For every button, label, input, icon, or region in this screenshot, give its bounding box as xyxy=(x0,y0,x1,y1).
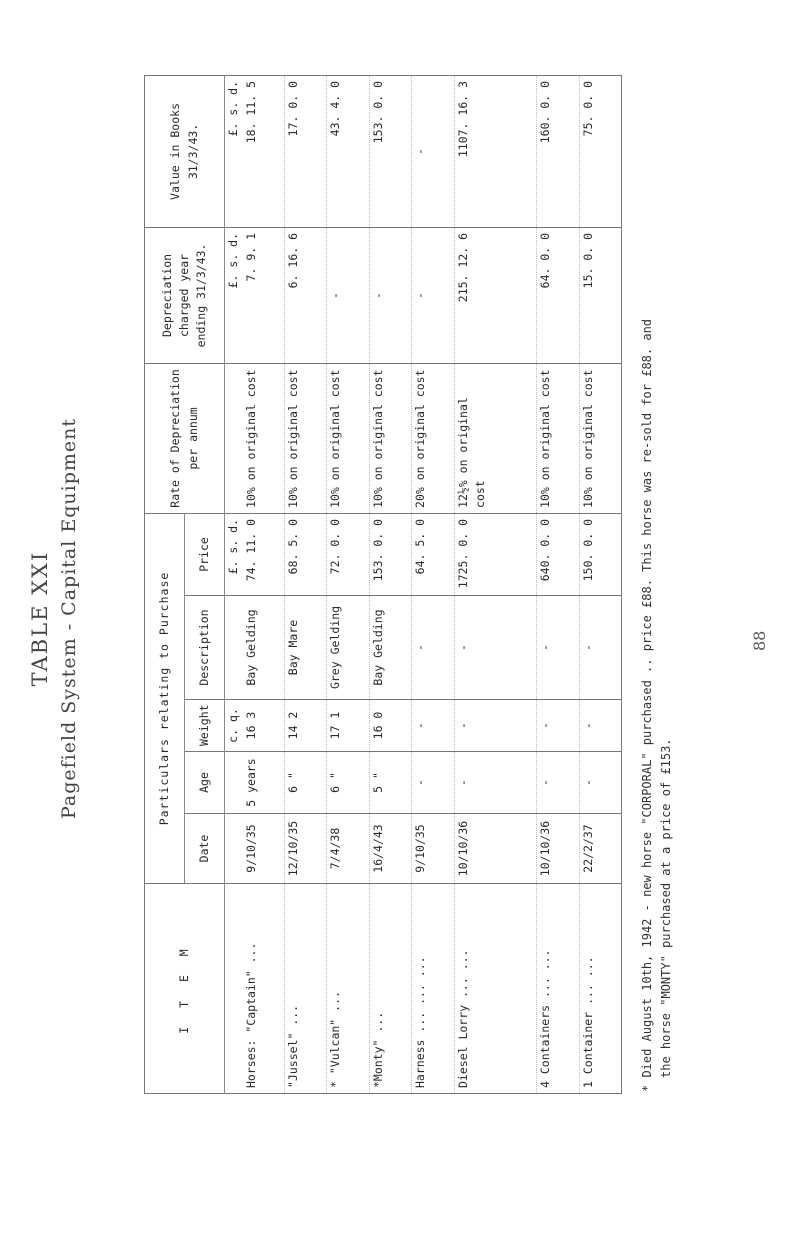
item-cell: "Jussel" ... xyxy=(284,884,326,1094)
header-age: Age xyxy=(185,752,225,814)
rate-cell: 10% on original cost xyxy=(579,363,622,513)
units-row xyxy=(225,75,244,1093)
depreciation-units: £. s. d. xyxy=(225,227,244,363)
header-price: Price xyxy=(185,513,225,595)
table-row xyxy=(579,75,622,1093)
description-cell: - xyxy=(454,596,537,700)
description-cell: - xyxy=(579,596,622,700)
header-date: Date xyxy=(185,814,225,884)
header-item: I T E M xyxy=(145,884,225,1094)
item-cell: 4 Containers ... ... xyxy=(537,884,579,1094)
description-cell: Bay Gelding xyxy=(369,596,411,700)
item-cell: Horses: "Captain" ... xyxy=(243,884,284,1094)
header-rate: Rate of Depreciation per annum xyxy=(145,363,225,513)
depreciation-cell: 15. 0. 0 xyxy=(579,227,622,363)
price-cell: 68. 5. 0 xyxy=(284,513,326,595)
age-cell: 6 " xyxy=(327,752,369,814)
table-row xyxy=(454,75,537,1093)
price-cell: 150. 0. 0 xyxy=(579,513,622,595)
weight-cell: 17 1 xyxy=(327,700,369,752)
weight-cell: 14 2 xyxy=(284,700,326,752)
table-row xyxy=(412,75,454,1093)
weight-units: c. q. xyxy=(225,700,244,752)
header-weight: Weight xyxy=(185,700,225,752)
table-row xyxy=(369,75,411,1093)
description-cell: - xyxy=(412,596,454,700)
weight-cell: 16 3 xyxy=(243,700,284,752)
description-cell: Bay Gelding xyxy=(243,596,284,700)
description-cell: - xyxy=(537,596,579,700)
header-value: Value in Books 31/3/43. xyxy=(145,75,225,227)
item-cell: Harness ... ... ... xyxy=(412,884,454,1094)
capital-equipment-table xyxy=(144,75,622,1094)
date-cell: 7/4/38 xyxy=(327,814,369,884)
rate-cell: 20% on original cost xyxy=(412,363,454,513)
depreciation-cell: - xyxy=(327,227,369,363)
age-cell: 5 " xyxy=(369,752,411,814)
page-number: 88 xyxy=(750,630,769,651)
rate-cell: 10% on original cost xyxy=(537,363,579,513)
depreciation-cell: 7. 9. 1 xyxy=(243,227,284,363)
value-units: £. s. d. xyxy=(225,75,244,227)
age-cell: - xyxy=(537,752,579,814)
value-cell: 75. 0. 0 xyxy=(579,75,622,227)
weight-cell: - xyxy=(579,700,622,752)
rate-cell: 10% on original cost xyxy=(327,363,369,513)
date-cell: 10/10/36 xyxy=(537,814,579,884)
price-units: £. s. d. xyxy=(225,513,244,595)
header-description: Description xyxy=(185,596,225,700)
date-cell: 16/4/43 xyxy=(369,814,411,884)
item-cell: * "Vulcan" ... xyxy=(327,884,369,1094)
age-cell: - xyxy=(412,752,454,814)
value-cell: 18. 11. 5 xyxy=(243,75,284,227)
item-cell: Diesel Lorry ... ... xyxy=(454,884,537,1094)
footnote-line-2: the horse "MONTY" purchased at a price of £153. xyxy=(658,738,673,1078)
table-row xyxy=(327,75,369,1093)
depreciation-cell: 6. 16. 6 xyxy=(284,227,326,363)
price-cell: 640. 0. 0 xyxy=(537,513,579,595)
rate-cell: 12½% on original cost xyxy=(454,363,537,513)
header-particulars: Particulars relating to Purchase xyxy=(145,513,185,883)
footnote xyxy=(638,92,675,1092)
weight-cell: - xyxy=(412,700,454,752)
rate-cell: 10% on original cost xyxy=(369,363,411,513)
weight-cell: - xyxy=(454,700,537,752)
rate-cell: 10% on original cost xyxy=(284,363,326,513)
table-subtitle: Pagefield System - Capital Equipment xyxy=(58,417,80,820)
price-cell: 72. 0. 0 xyxy=(327,513,369,595)
table-row xyxy=(284,75,326,1093)
weight-cell: - xyxy=(537,700,579,752)
value-cell: 153. 0. 0 xyxy=(369,75,411,227)
age-cell: 6 " xyxy=(284,752,326,814)
item-cell: *Monty" ... xyxy=(369,884,411,1094)
value-cell: 160. 0. 0 xyxy=(537,75,579,227)
value-cell: - xyxy=(412,75,454,227)
depreciation-cell: - xyxy=(412,227,454,363)
date-cell: 9/10/35 xyxy=(243,814,284,884)
value-cell: 43. 4. 0 xyxy=(327,75,369,227)
item-cell: 1 Container ... ... xyxy=(579,884,622,1094)
table-row xyxy=(537,75,579,1093)
weight-cell: 16 0 xyxy=(369,700,411,752)
age-cell: 5 years xyxy=(243,752,284,814)
footnote-line-1: * Died August 10th, 1942 - new horse "CORPORAL" purchased .. price £88. This horse was re-sold for £88. and xyxy=(640,318,654,1092)
date-cell: 10/10/36 xyxy=(454,814,537,884)
date-cell: 22/2/37 xyxy=(579,814,622,884)
price-cell: 1725. 0. 0 xyxy=(454,513,537,595)
price-cell: 74. 11. 0 xyxy=(243,513,284,595)
depreciation-cell: 64. 0. 0 xyxy=(537,227,579,363)
table-title: TABLE XXI xyxy=(28,550,52,687)
value-cell: 17. 0. 0 xyxy=(284,75,326,227)
depreciation-cell: 215. 12. 6 xyxy=(454,227,537,363)
date-cell: 9/10/35 xyxy=(412,814,454,884)
date-cell: 12/10/35 xyxy=(284,814,326,884)
description-cell: Grey Gelding xyxy=(327,596,369,700)
description-cell: Bay Mare xyxy=(284,596,326,700)
header-depreciation: Depreciation charged year ending 31/3/43. xyxy=(145,227,225,363)
rate-cell: 10% on original cost xyxy=(243,363,284,513)
table-row xyxy=(243,75,284,1093)
price-cell: 153. 0. 0 xyxy=(369,513,411,595)
value-cell: 1107. 16. 3 xyxy=(454,75,537,227)
age-cell: - xyxy=(579,752,622,814)
price-cell: 64. 5. 0 xyxy=(412,513,454,595)
age-cell: - xyxy=(454,752,537,814)
depreciation-cell: - xyxy=(369,227,411,363)
